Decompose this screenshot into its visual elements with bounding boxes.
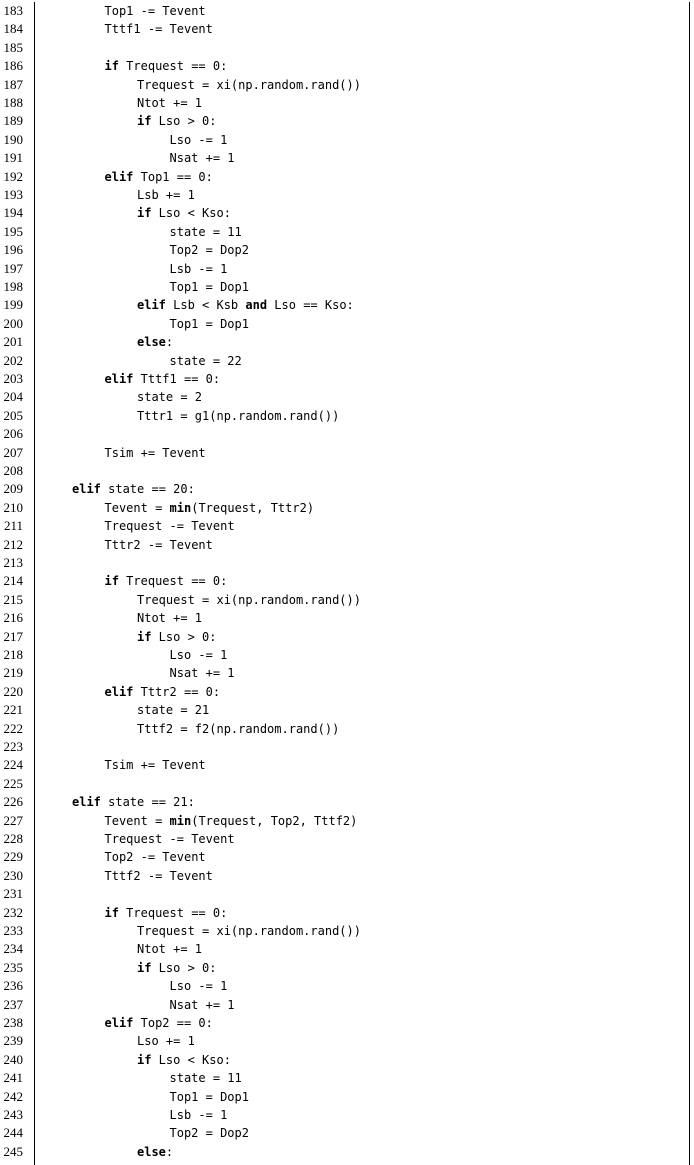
code-line xyxy=(0,1069,694,1087)
code-text xyxy=(105,517,235,535)
code-line xyxy=(0,536,694,554)
line-number: 190 xyxy=(3,131,23,147)
line-number: 220 xyxy=(3,683,23,699)
code-line xyxy=(0,554,694,572)
code-text xyxy=(137,94,202,112)
code-line xyxy=(0,223,694,241)
code-line xyxy=(0,922,694,940)
code-line xyxy=(0,94,694,112)
code-text xyxy=(137,76,361,94)
line-number: 191 xyxy=(3,150,23,166)
line-number: 183 xyxy=(3,3,23,18)
code-token: Tttf2 -= Tevent xyxy=(104,868,213,883)
code-token: Top2 == 0: xyxy=(133,1016,213,1030)
code-line xyxy=(0,1143,694,1161)
line-number: 201 xyxy=(3,334,23,350)
code-token: Tttr2 -= Tevent xyxy=(104,537,213,552)
code-text xyxy=(105,830,235,848)
line-number: 208 xyxy=(3,463,23,478)
line-number: 242 xyxy=(3,1088,23,1104)
line-number: 233 xyxy=(3,923,23,938)
code-line xyxy=(0,885,694,903)
keyword: elif xyxy=(72,795,101,810)
keyword: elif xyxy=(104,1016,134,1030)
line-number: 198 xyxy=(3,279,23,294)
code-text xyxy=(170,260,228,278)
code-text xyxy=(105,20,213,38)
code-token: Lso -= 1 xyxy=(169,979,228,994)
keyword: elif xyxy=(104,684,134,699)
code-text xyxy=(137,720,339,738)
code-token: Lsb += 1 xyxy=(137,188,195,202)
code-token: Tttf2 = f2(np.random.rand()) xyxy=(137,721,340,736)
code-line xyxy=(0,499,694,517)
code-token: state == 20: xyxy=(100,482,195,497)
code-token: Lso < Kso: xyxy=(151,1052,231,1067)
code-line xyxy=(0,812,694,830)
code-line xyxy=(0,1014,694,1032)
code-line xyxy=(0,57,694,75)
code-line xyxy=(0,315,694,333)
code-token: Ntot += 1 xyxy=(137,942,203,957)
code-line xyxy=(0,738,694,756)
code-line xyxy=(0,260,694,278)
code-token: Nsat += 1 xyxy=(169,997,235,1012)
code-token: Trequest = xi(np.random.rand()) xyxy=(137,77,361,92)
code-line xyxy=(0,867,694,885)
code-token: Lso < Kso: xyxy=(151,206,231,221)
code-line xyxy=(0,793,694,811)
keyword: if xyxy=(104,574,119,589)
code-token: Trequest == 0: xyxy=(118,905,228,920)
code-text xyxy=(170,241,249,259)
keyword: elif xyxy=(104,169,134,184)
code-text xyxy=(170,352,242,370)
code-text xyxy=(170,149,235,167)
line-number: 189 xyxy=(3,113,23,129)
line-number: 239 xyxy=(3,1033,23,1049)
code-line xyxy=(0,204,694,222)
code-line xyxy=(0,959,694,977)
line-number: 205 xyxy=(3,407,23,423)
code-line xyxy=(0,1088,694,1106)
code-text xyxy=(170,996,235,1014)
line-number: 245 xyxy=(3,1143,23,1159)
line-number: 199 xyxy=(3,297,23,313)
line-number: 215 xyxy=(3,591,23,607)
keyword: if xyxy=(104,59,119,74)
code-line xyxy=(0,996,694,1014)
code-line xyxy=(0,720,694,738)
code-token: : xyxy=(165,335,174,350)
line-number: 211 xyxy=(3,518,23,534)
line-number: 200 xyxy=(3,315,23,331)
code-line xyxy=(0,1124,694,1142)
line-number: 187 xyxy=(3,76,23,92)
code-line xyxy=(0,444,694,462)
code-text xyxy=(105,812,358,830)
line-number: 230 xyxy=(3,867,23,883)
code-token: Top1 = Dop1 xyxy=(169,280,249,294)
code-token: Lso += 1 xyxy=(137,1034,195,1049)
code-line xyxy=(0,572,694,590)
line-number: 238 xyxy=(3,1015,23,1030)
line-number: 234 xyxy=(3,941,23,957)
code-text xyxy=(137,1143,173,1161)
code-text xyxy=(72,793,195,811)
line-number: 225 xyxy=(3,775,23,791)
code-token: state = 21 xyxy=(137,703,210,718)
keyword: if xyxy=(137,114,152,129)
code-text xyxy=(105,572,228,590)
line-number: 197 xyxy=(3,260,23,276)
code-text xyxy=(105,848,206,866)
code-token: Lso > 0: xyxy=(151,629,217,644)
code-line xyxy=(0,296,694,314)
code-line xyxy=(0,407,694,425)
code-text xyxy=(105,57,228,75)
line-number: 206 xyxy=(3,426,23,442)
keyword: elif xyxy=(104,372,134,386)
line-number: 193 xyxy=(3,187,23,202)
code-text xyxy=(105,536,213,554)
code-text xyxy=(105,904,228,922)
code-token: Ntot += 1 xyxy=(137,96,203,110)
code-line xyxy=(0,609,694,627)
code-token: state == 21: xyxy=(100,795,195,810)
code-line xyxy=(0,517,694,535)
code-line xyxy=(0,241,694,259)
line-number: 207 xyxy=(3,444,23,460)
code-line xyxy=(0,683,694,701)
keyword: elif xyxy=(72,482,101,497)
code-token: Lso -= 1 xyxy=(169,648,228,662)
code-token: state = 2 xyxy=(137,390,203,405)
line-number: 202 xyxy=(3,352,23,368)
code-text xyxy=(105,444,206,462)
code-text xyxy=(137,959,216,977)
line-number: 223 xyxy=(3,739,23,754)
code-text xyxy=(170,1106,228,1124)
code-token: Lsb < Ksb xyxy=(165,298,246,313)
code-text xyxy=(137,940,202,958)
line-number: 221 xyxy=(3,702,23,718)
code-token: Trequest -= Tevent xyxy=(104,832,235,846)
code-line xyxy=(0,591,694,609)
code-token: Top1 == 0: xyxy=(133,169,213,184)
keyword: min xyxy=(169,500,192,515)
keyword: if xyxy=(104,905,119,920)
code-line xyxy=(0,701,694,719)
code-token: (Trequest, Tttr2) xyxy=(191,500,315,515)
code-token: Lso -= 1 xyxy=(169,132,228,147)
line-number: 236 xyxy=(3,978,23,994)
code-text xyxy=(137,922,361,940)
line-number: 186 xyxy=(3,58,23,74)
code-line xyxy=(0,664,694,682)
code-token: Tsim += Tevent xyxy=(104,445,206,460)
code-text xyxy=(105,499,315,517)
keyword: elif xyxy=(137,298,166,313)
code-token: Tttf1 -= Tevent xyxy=(104,22,213,37)
code-text xyxy=(137,609,202,627)
code-token: (Trequest, Top2, Tttf2) xyxy=(191,813,358,828)
line-number: 210 xyxy=(3,499,23,515)
code-text xyxy=(105,683,221,701)
code-text xyxy=(170,223,242,241)
code-token: Trequest = xi(np.random.rand()) xyxy=(137,592,361,607)
code-line xyxy=(0,333,694,351)
code-token: Tttr2 == 0: xyxy=(133,684,221,699)
code-token: Top1 = Dop1 xyxy=(169,1089,249,1104)
code-text xyxy=(137,388,202,406)
line-number: 243 xyxy=(3,1107,23,1122)
code-line xyxy=(0,186,694,204)
code-text xyxy=(72,480,195,498)
code-text xyxy=(137,186,195,204)
code-token: Top2 -= Tevent xyxy=(104,850,206,865)
code-line xyxy=(0,480,694,498)
keyword: if xyxy=(137,629,152,644)
keyword: else xyxy=(137,335,166,350)
code-token: Lsb -= 1 xyxy=(169,1108,228,1122)
line-number: 235 xyxy=(3,959,23,975)
code-line xyxy=(0,131,694,149)
line-number: 194 xyxy=(3,205,23,221)
code-line xyxy=(0,940,694,958)
code-line xyxy=(0,628,694,646)
code-token: Tttf1 == 0: xyxy=(133,372,221,386)
code-text xyxy=(170,1069,242,1087)
code-token: Lso > 0: xyxy=(151,960,217,975)
code-line xyxy=(0,1051,694,1069)
line-number: 218 xyxy=(3,647,23,662)
line-number: 227 xyxy=(3,812,23,828)
keyword: if xyxy=(137,1052,152,1067)
code-line xyxy=(0,977,694,995)
line-number: 195 xyxy=(3,223,23,239)
code-line xyxy=(0,76,694,94)
line-number: 216 xyxy=(3,610,23,626)
code-text xyxy=(137,204,231,222)
line-number: 204 xyxy=(3,389,23,405)
line-number: 228 xyxy=(3,831,23,846)
code-line xyxy=(0,904,694,922)
code-line xyxy=(0,278,694,296)
code-text xyxy=(105,1014,213,1032)
line-number: 219 xyxy=(3,665,23,681)
code-token: Trequest -= Tevent xyxy=(104,519,235,534)
code-token: Lso > 0: xyxy=(151,114,217,129)
line-number: 240 xyxy=(3,1051,23,1067)
line-number: 222 xyxy=(3,720,23,736)
line-number: 237 xyxy=(3,996,23,1012)
code-token: Lsb -= 1 xyxy=(169,261,228,276)
line-number: 231 xyxy=(3,886,23,902)
code-text xyxy=(137,407,339,425)
code-line xyxy=(0,830,694,848)
line-number: 226 xyxy=(3,794,23,810)
code-token: state = 22 xyxy=(169,353,242,368)
code-line xyxy=(0,352,694,370)
line-number: 212 xyxy=(3,536,23,552)
code-token: Tttr1 = g1(np.random.rand()) xyxy=(137,408,340,423)
code-text xyxy=(170,646,228,664)
line-number: 224 xyxy=(3,757,23,773)
code-token: Lso == Kso: xyxy=(267,298,354,313)
code-text xyxy=(170,977,228,995)
code-token: Trequest = xi(np.random.rand()) xyxy=(137,924,361,938)
code-text xyxy=(137,296,354,314)
code-line xyxy=(0,1106,694,1124)
line-number: 241 xyxy=(3,1070,23,1086)
code-line xyxy=(0,370,694,388)
line-number: 229 xyxy=(3,849,23,865)
code-text xyxy=(137,333,173,351)
line-number: 196 xyxy=(3,242,23,258)
line-number: 214 xyxy=(3,573,23,589)
code-line xyxy=(0,388,694,406)
line-number: 244 xyxy=(3,1125,23,1141)
code-text xyxy=(170,278,249,296)
code-text xyxy=(170,664,235,682)
code-text xyxy=(105,867,213,885)
keyword: and xyxy=(245,298,268,313)
line-number: 192 xyxy=(3,168,23,184)
line-number: 185 xyxy=(3,39,23,55)
code-text xyxy=(170,1088,249,1106)
code-line xyxy=(0,756,694,774)
code-line xyxy=(0,20,694,38)
code-token: : xyxy=(165,1144,174,1159)
code-text xyxy=(137,112,216,130)
code-text xyxy=(170,315,249,333)
code-token: Nsat += 1 xyxy=(169,151,235,166)
code-text xyxy=(170,1124,249,1142)
code-token: Top1 = Dop1 xyxy=(169,316,249,331)
line-number: 217 xyxy=(3,628,23,644)
code-token: Trequest == 0: xyxy=(118,59,228,74)
code-line xyxy=(0,848,694,866)
code-line xyxy=(0,39,694,57)
line-number: 213 xyxy=(3,555,23,570)
code-line xyxy=(0,462,694,480)
code-line xyxy=(0,149,694,167)
code-token: state = 11 xyxy=(169,224,242,239)
keyword: if xyxy=(137,206,152,221)
line-number: 188 xyxy=(3,95,23,110)
code-text xyxy=(137,1032,195,1050)
keyword: if xyxy=(137,960,152,975)
line-number: 232 xyxy=(3,904,23,920)
line-number: 184 xyxy=(3,21,23,37)
code-token: Nsat += 1 xyxy=(169,666,235,681)
code-line xyxy=(0,775,694,793)
code-text xyxy=(137,628,216,646)
code-line xyxy=(0,2,694,20)
code-token: Top1 -= Tevent xyxy=(104,4,206,18)
code-token: Tsim += Tevent xyxy=(104,758,206,773)
code-line xyxy=(0,168,694,186)
code-text xyxy=(170,131,228,149)
code-token: Top2 = Dop2 xyxy=(169,243,249,258)
code-token: Tevent = xyxy=(104,500,170,515)
code-text xyxy=(105,370,221,388)
keyword: else xyxy=(137,1144,166,1159)
code-token: Ntot += 1 xyxy=(137,611,203,626)
code-token: Trequest == 0: xyxy=(118,574,228,589)
code-token: Tevent = xyxy=(104,813,170,828)
code-text xyxy=(137,1051,231,1069)
line-number: 209 xyxy=(3,481,23,497)
code-line xyxy=(0,112,694,130)
code-text xyxy=(105,168,213,186)
code-token: Top2 = Dop2 xyxy=(169,1126,249,1141)
code-text xyxy=(105,2,206,20)
code-text xyxy=(137,591,361,609)
code-listing xyxy=(0,2,694,1165)
code-line xyxy=(0,425,694,443)
line-number: 203 xyxy=(3,371,23,386)
code-line xyxy=(0,1032,694,1050)
code-line xyxy=(0,646,694,664)
code-text xyxy=(137,701,209,719)
code-token: state = 11 xyxy=(169,1071,242,1086)
keyword: min xyxy=(169,813,192,828)
code-text xyxy=(105,756,206,774)
